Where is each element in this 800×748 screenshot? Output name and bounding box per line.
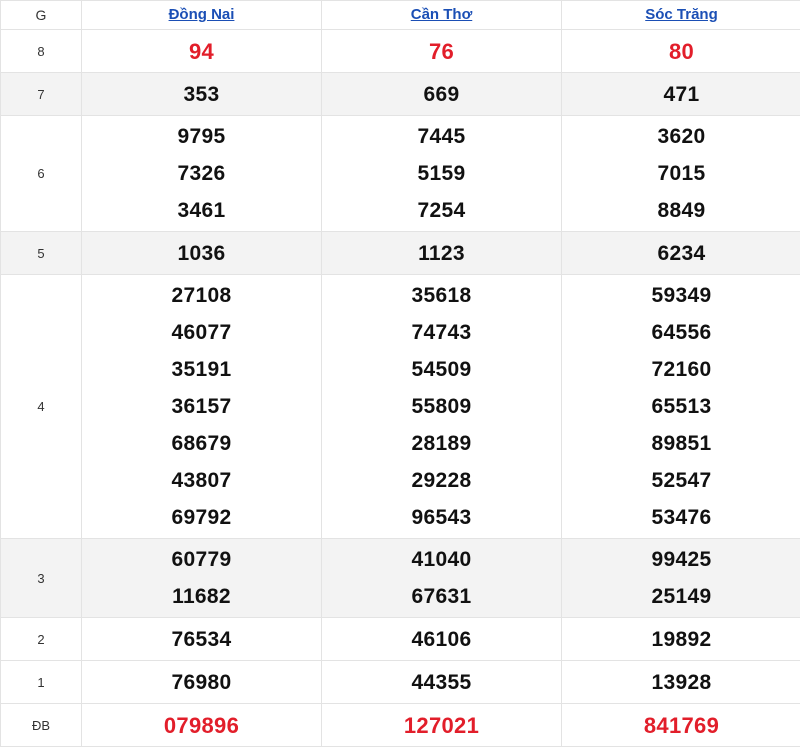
result-cell-can-tho xyxy=(322,73,562,116)
result-cell-dong-nai xyxy=(82,232,322,275)
result-cell-can-tho xyxy=(322,618,562,661)
result-cell-dong-nai xyxy=(82,73,322,116)
result-number: 6234 xyxy=(657,241,706,265)
result-number: 89851 xyxy=(651,432,712,455)
result-number: 9795 xyxy=(177,125,226,148)
result-number: 60779 xyxy=(171,548,232,571)
result-number: 76534 xyxy=(171,627,232,651)
result-cell-dong-nai xyxy=(82,661,322,704)
result-cell-dong-nai xyxy=(82,116,322,232)
result-number: 64556 xyxy=(651,321,712,344)
result-cell-can-tho xyxy=(322,275,562,539)
result-cell-soc-trang xyxy=(562,704,800,747)
prize-row xyxy=(1,704,800,747)
province-link-can-tho[interactable]: Cần Thơ xyxy=(410,6,473,23)
result-number: 67631 xyxy=(411,585,472,608)
prize-row xyxy=(1,539,800,618)
result-number: 80 xyxy=(668,38,695,64)
prize-row xyxy=(1,116,800,232)
result-cell-soc-trang xyxy=(562,232,800,275)
prize-column-header: G xyxy=(1,1,82,30)
result-cell-can-tho xyxy=(322,232,562,275)
result-number: 079896 xyxy=(163,712,240,738)
result-number: 1123 xyxy=(418,241,465,265)
result-cell-soc-trang xyxy=(562,73,800,116)
result-number: 19892 xyxy=(651,627,712,651)
header-row xyxy=(1,1,800,30)
result-cell-can-tho xyxy=(322,704,562,747)
prize-label: 6 xyxy=(1,116,82,232)
result-number: 55809 xyxy=(411,395,472,418)
result-number: 3461 xyxy=(177,199,226,222)
result-number: 76 xyxy=(428,38,455,64)
result-number: 353 xyxy=(183,82,220,106)
result-cell-soc-trang xyxy=(562,275,800,539)
result-number: 41040 xyxy=(411,548,472,571)
result-number: 8849 xyxy=(657,199,706,222)
result-number: 29228 xyxy=(411,469,472,492)
result-number: 7445 xyxy=(417,125,466,148)
prize-row xyxy=(1,618,800,661)
result-number: 27108 xyxy=(171,284,232,307)
result-cell-can-tho xyxy=(322,116,562,232)
province-link-dong-nai[interactable]: Đồng Nai xyxy=(168,6,235,23)
result-number: 65513 xyxy=(651,395,712,418)
result-cell-can-tho xyxy=(322,661,562,704)
result-cell-dong-nai xyxy=(82,618,322,661)
result-number: 35618 xyxy=(411,284,472,307)
result-number: 69792 xyxy=(171,506,232,529)
result-number: 59349 xyxy=(651,284,712,307)
province-link-soc-trang[interactable]: Sóc Trăng xyxy=(645,6,718,23)
prize-label: ĐB xyxy=(1,704,82,747)
result-number: 669 xyxy=(423,82,460,106)
prize-row xyxy=(1,30,800,73)
result-number: 5159 xyxy=(417,162,466,185)
result-number: 99425 xyxy=(651,548,712,571)
result-cell-can-tho xyxy=(322,539,562,618)
result-number: 76980 xyxy=(171,670,232,694)
province-header-dong-nai xyxy=(82,1,322,30)
prize-row xyxy=(1,232,800,275)
result-number: 94 xyxy=(188,38,215,64)
prize-label: 2 xyxy=(1,618,82,661)
result-number: 72160 xyxy=(651,358,712,381)
result-number: 43807 xyxy=(171,469,232,492)
result-cell-soc-trang xyxy=(562,116,800,232)
result-number: 52547 xyxy=(651,469,712,492)
result-number: 46106 xyxy=(411,627,472,651)
result-number: 46077 xyxy=(171,321,232,344)
result-number: 96543 xyxy=(411,506,472,529)
result-cell-soc-trang xyxy=(562,661,800,704)
prize-row xyxy=(1,661,800,704)
prize-row xyxy=(1,275,800,539)
result-cell-dong-nai xyxy=(82,704,322,747)
result-number: 127021 xyxy=(403,712,480,738)
result-cell-can-tho xyxy=(322,30,562,73)
result-number: 13928 xyxy=(651,670,712,694)
province-header-can-tho xyxy=(322,1,562,30)
result-cell-soc-trang xyxy=(562,539,800,618)
result-number: 28189 xyxy=(411,432,472,455)
prize-label: 8 xyxy=(1,30,82,73)
result-number: 7326 xyxy=(177,162,226,185)
prize-row xyxy=(1,73,800,116)
prize-label: 4 xyxy=(1,275,82,539)
prize-label: 7 xyxy=(1,73,82,116)
result-number: 68679 xyxy=(171,432,232,455)
result-number: 53476 xyxy=(651,506,712,529)
result-cell-soc-trang xyxy=(562,618,800,661)
result-cell-dong-nai xyxy=(82,539,322,618)
result-number: 7254 xyxy=(417,199,466,222)
result-number: 11682 xyxy=(172,585,231,608)
result-number: 471 xyxy=(663,82,700,106)
result-number: 7015 xyxy=(657,162,706,185)
result-cell-soc-trang xyxy=(562,30,800,73)
results-body xyxy=(1,30,800,747)
result-number: 36157 xyxy=(171,395,232,418)
result-number: 3620 xyxy=(657,125,706,148)
result-cell-dong-nai xyxy=(82,30,322,73)
result-number: 25149 xyxy=(651,585,712,608)
prize-label: 1 xyxy=(1,661,82,704)
result-cell-dong-nai xyxy=(82,275,322,539)
result-number: 74743 xyxy=(411,321,472,344)
result-number: 44355 xyxy=(411,670,472,694)
result-number: 841769 xyxy=(643,712,720,738)
province-header-soc-trang xyxy=(562,1,800,30)
prize-label: 5 xyxy=(1,232,82,275)
result-number: 35191 xyxy=(171,358,232,381)
result-number: 1036 xyxy=(177,241,226,265)
prize-label: 3 xyxy=(1,539,82,618)
result-number: 54509 xyxy=(411,358,472,381)
